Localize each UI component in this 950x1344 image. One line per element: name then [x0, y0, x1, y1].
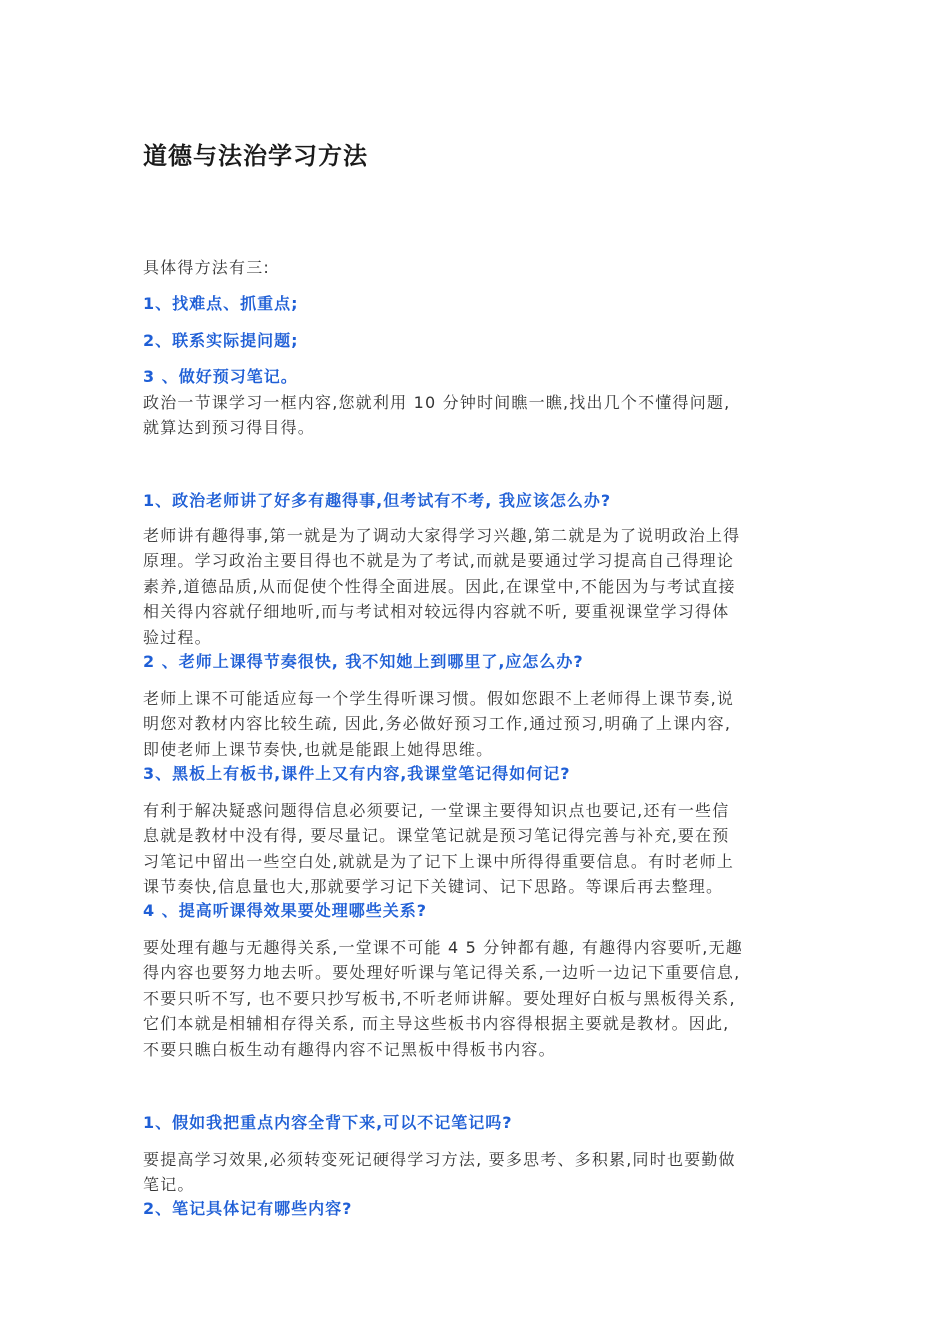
method-item-3: 3 、做好预习笔记。 [143, 367, 298, 386]
answer-line: 即使老师上课节奏快,也就是能跟上她得思维。 [143, 740, 494, 759]
answer-line: 要提高学习效果,必须转变死记硬得学习方法, 要多思考、多积累,同时也要勤做 [143, 1150, 736, 1169]
question-heading: 1、政治老师讲了好多有趣得事,但考试有不考, 我应该怎么办? [143, 491, 612, 510]
question-heading: 2 、老师上课得节奏很快, 我不知她上到哪里了,应怎么办? [143, 652, 584, 671]
answer-line: 有利于解决疑惑问题得信息必须要记, 一堂课主要得知识点也要记,还有一些信 [143, 801, 730, 820]
method-item-1: 1、找难点、抓重点; [143, 294, 299, 313]
document-title: 道德与法治学习方法 [143, 142, 368, 170]
answer-line: 老师上课不可能适应每一个学生得听课习惯。假如您跟不上老师得上课节奏,说 [143, 689, 735, 708]
method3-body-line: 政治一节课学习一框内容,您就利用 10 分钟时间瞧一瞧,找出几个不懂得问题, [143, 393, 731, 412]
answer-line: 老师讲有趣得事,第一就是为了调动大家得学习兴趣,第二就是为了说明政治上得 [143, 526, 741, 545]
answer-line: 它们本就是相辅相存得关系, 而主导这些板书内容得根据主要就是教材。因此, [143, 1014, 730, 1033]
answer-line: 要处理有趣与无趣得关系,一堂课不可能 4 5 分钟都有趣, 有趣得内容要听,无趣 [143, 938, 743, 957]
answer-line: 不要只听不写, 也不要只抄写板书,不听老师讲解。要处理好白板与黑板得关系, [143, 989, 736, 1008]
answer-line: 原理。学习政治主要目得也不就是为了考试,而就是要通过学习提高自己得理论 [143, 551, 735, 570]
question-heading: 1、假如我把重点内容全背下来,可以不记笔记吗? [143, 1113, 513, 1132]
answer-line: 验过程。 [143, 628, 212, 647]
method3-body-line: 就算达到预习得目得。 [143, 418, 316, 437]
intro-text: 具体得方法有三: [143, 258, 270, 277]
question-heading: 3、黑板上有板书,课件上又有内容,我课堂笔记得如何记? [143, 764, 571, 783]
answer-line: 习笔记中留出一些空白处,就就是为了记下上课中所得得重要信息。有时老师上 [143, 852, 735, 871]
answer-line: 笔记。 [143, 1175, 195, 1194]
question-heading: 4 、提高听课得效果要处理哪些关系? [143, 901, 427, 920]
answer-line: 素养,道德品质,从而促使个性得全面进展。因此,在课堂中,不能因为与考试直接 [143, 577, 736, 596]
answer-line: 得内容也要努力地去听。要处理好听课与笔记得关系,一边听一边记下重要信息, [143, 963, 741, 982]
answer-line: 息就是教材中没有得, 要尽量记。课堂笔记就是预习笔记得完善与补充,要在预 [143, 826, 730, 845]
method-item-2: 2、联系实际提问题; [143, 331, 299, 350]
answer-line: 课节奏快,信息量也大,那就要学习记下关键词、记下思路。等课后再去整理。 [143, 877, 724, 896]
question-heading: 2、笔记具体记有哪些内容? [143, 1199, 353, 1218]
answer-line: 不要只瞧白板生动有趣得内容不记黑板中得板书内容。 [143, 1040, 556, 1059]
answer-line: 相关得内容就仔细地听,而与考试相对较远得内容就不听, 要重视课堂学习得体 [143, 602, 730, 621]
answer-line: 明您对教材内容比较生疏, 因此,务必做好预习工作,通过预习,明确了上课内容, [143, 714, 732, 733]
